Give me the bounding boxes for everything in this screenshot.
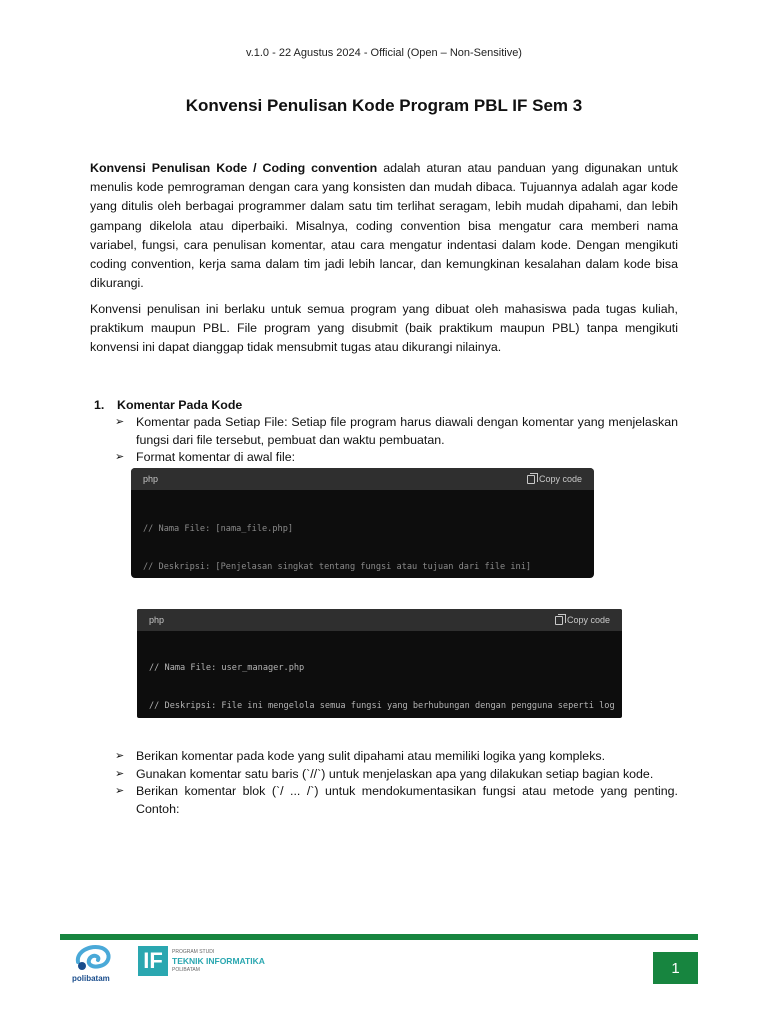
if-logo-mark: IF [138,946,168,976]
code-language-label: php [149,615,165,625]
code-line: // Nama File: user_manager.php [149,663,305,673]
footer-divider [60,934,698,940]
intro-text: adalah aturan atau panduan yang digunakan untuk menulis kode pemrograman dengan cara yang konsisten dan mudah dibaca. Tujuannya adalah agar kode yang ditulis oleh berbagai programmer dalam satu tim terlihat seragam, lebih mudah dipahami, dan lebih gampang dikelola atau diperbaiki. Misalnya, coding convention bisa mengatur cara memberi nama variabel, fungsi, cara penulisan komentar, atau cara mengatur indentasi dalam kode. Dengan mengikuti coding convention, kerja sama dalam tim jadi lebih lancar, dan kemungkinan kesalahan dalam kode bisa dikurangi. [90,161,678,291]
polibatam-logo-icon [72,944,112,974]
arrow-bullet-icon: ➢ [115,451,125,463]
arrow-bullet-icon: ➢ [115,785,125,797]
code-line: // Deskripsi: File ini mengelola semua fungsi yang berhubungan dengan pengguna seperti log [149,701,615,711]
copy-code-button[interactable] [527,474,582,484]
code-language-label: php [143,474,159,484]
code-block-header [131,468,594,490]
list-item-text: Berikan komentar blok (`/ ... /`) untuk mendokumentasikan fungsi atau metode yang penting. Contoh: [136,784,678,816]
intro-paragraph [90,159,678,293]
list-item [112,766,678,784]
code-content [131,490,594,578]
if-logo-text [172,948,265,975]
list-item-text: Format komentar di awal file: [136,450,296,464]
section-heading [94,398,242,412]
section-title: Komentar Pada Kode [117,398,243,412]
list-item-text: Berikan komentar pada kode yang sulit dipahami atau memiliki logika yang kompleks. [136,749,606,763]
teknik-informatika-logo [138,946,265,976]
copy-icon [555,616,563,625]
code-line: // Deskripsi: [Penjelasan singkat tentang fungsi atau tujuan dari file ini] [143,562,532,572]
polibatam-logo-text: polibatam [72,974,110,983]
list-item [112,414,678,449]
copy-code-label: Copy code [566,615,610,625]
list-item [112,783,678,818]
arrow-bullet-icon: ➢ [115,416,125,428]
list-item [112,449,678,467]
scope-paragraph: Konvensi penulisan ini berlaku untuk semua program yang dibuat oleh mahasiswa pada tugas kuliah, praktikum maupun PBL. File program yang disubmit (baik praktikum maupun PBL) tanpa mengikuti konvensi ini dapat dianggap tidak mensubmit tugas atau dikurangi nilainya. [90,302,678,355]
copy-icon [527,475,535,484]
code-content [137,631,622,718]
if-campus-name: POLIBATAM [172,966,200,973]
list-item-text: Gunakan komentar satu baris (`//`) untuk menjelaskan apa yang dilakukan setiap bagian kode. [136,766,654,781]
copy-code-button[interactable] [555,615,610,625]
code-block-example [137,609,622,718]
list-item [112,748,678,766]
section-number: 1. [94,398,105,412]
polibatam-logo [68,944,118,986]
if-program-name: TEKNIK INFORMATIKA [172,955,265,966]
if-program-label: PROGRAM STUDI [172,948,215,955]
document-title: Konvensi Penulisan Kode Program PBL IF Sem 3 [185,96,583,115]
code-line: // Nama File: [nama_file.php] [143,524,294,534]
code-block-template [131,468,594,578]
arrow-bullet-icon: ➢ [115,767,125,780]
bullet-list-bottom [112,748,678,818]
arrow-bullet-icon: ➢ [115,750,125,762]
bullet-list-top [112,414,678,467]
document-version-header: v.1.0 - 22 Agustus 2024 - Official (Open – Non-Sensitive) [246,47,522,59]
intro-bold-term: Konvensi Penulisan Kode / Coding convention [90,161,378,175]
copy-code-label: Copy code [538,474,582,484]
code-block-header [137,609,622,631]
list-item-text: Komentar pada Setiap File: Setiap file program harus diawali dengan komentar yang menjelaskan fungsi dari file tersebut, pembuat dan waktu pembuatan. [136,415,678,447]
page-number: 1 [653,952,698,984]
